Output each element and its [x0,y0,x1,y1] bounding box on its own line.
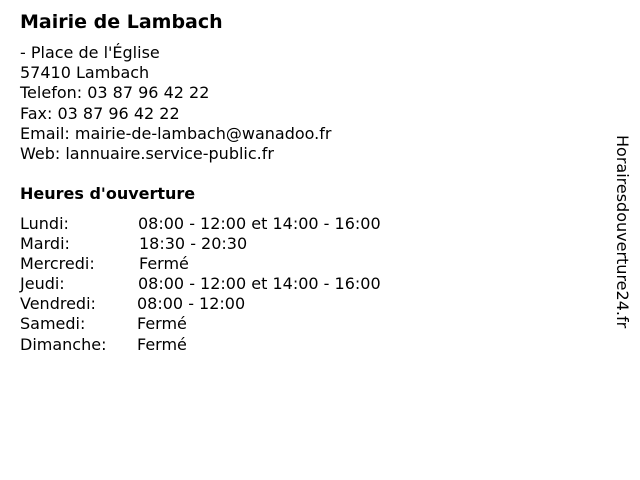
hours-day-label: Lundi: [20,214,69,233]
site-watermark: Horairesdouverture24.fr [613,135,632,329]
hours-time-value: 08:00 - 12:00 et 14:00 - 16:00 [138,214,381,233]
hours-time-value: 08:00 - 12:00 et 14:00 - 16:00 [138,274,381,294]
web-text: Web: lannuaire.service-public.fr [20,144,274,164]
hours-day-label: Vendredi: [20,294,96,314]
opening-hours-table [20,214,381,355]
address-city: 57410 Lambach [20,63,150,83]
address-street: - Place de l'Église [20,43,160,62]
hours-row-lundi [20,214,381,234]
hours-day-label: Mardi: [20,234,70,254]
hours-row-samedi [20,314,381,334]
address-block [20,43,331,164]
hours-row-jeudi [20,274,381,294]
hours-time-value: Fermé [137,314,187,334]
hours-time-value: Fermé [139,254,189,274]
hours-row-dimanche [20,335,381,355]
hours-day-label: Dimanche: [20,334,107,354]
hours-day-label: Mercredi: [20,254,95,274]
hours-row-vendredi [20,294,381,314]
hours-row-mardi [20,234,381,254]
page-title: Mairie de Lambach [20,11,223,33]
fax-text: Fax: 03 87 96 42 22 [20,103,180,123]
hours-time-value: 08:00 - 12:00 [137,294,246,314]
phone-text: Telefon: 03 87 96 42 22 [20,83,210,103]
hours-heading: Heures d'ouverture [20,184,196,203]
hours-time-value: Fermé [137,334,187,354]
email-text: Email: mairie-de-lambach@wanadoo.fr [20,123,332,143]
hours-day-label: Jeudi: [20,274,65,294]
hours-row-mercredi [20,254,381,274]
hours-time-value: 18:30 - 20:30 [139,234,248,254]
hours-day-label: Samedi: [20,314,86,334]
